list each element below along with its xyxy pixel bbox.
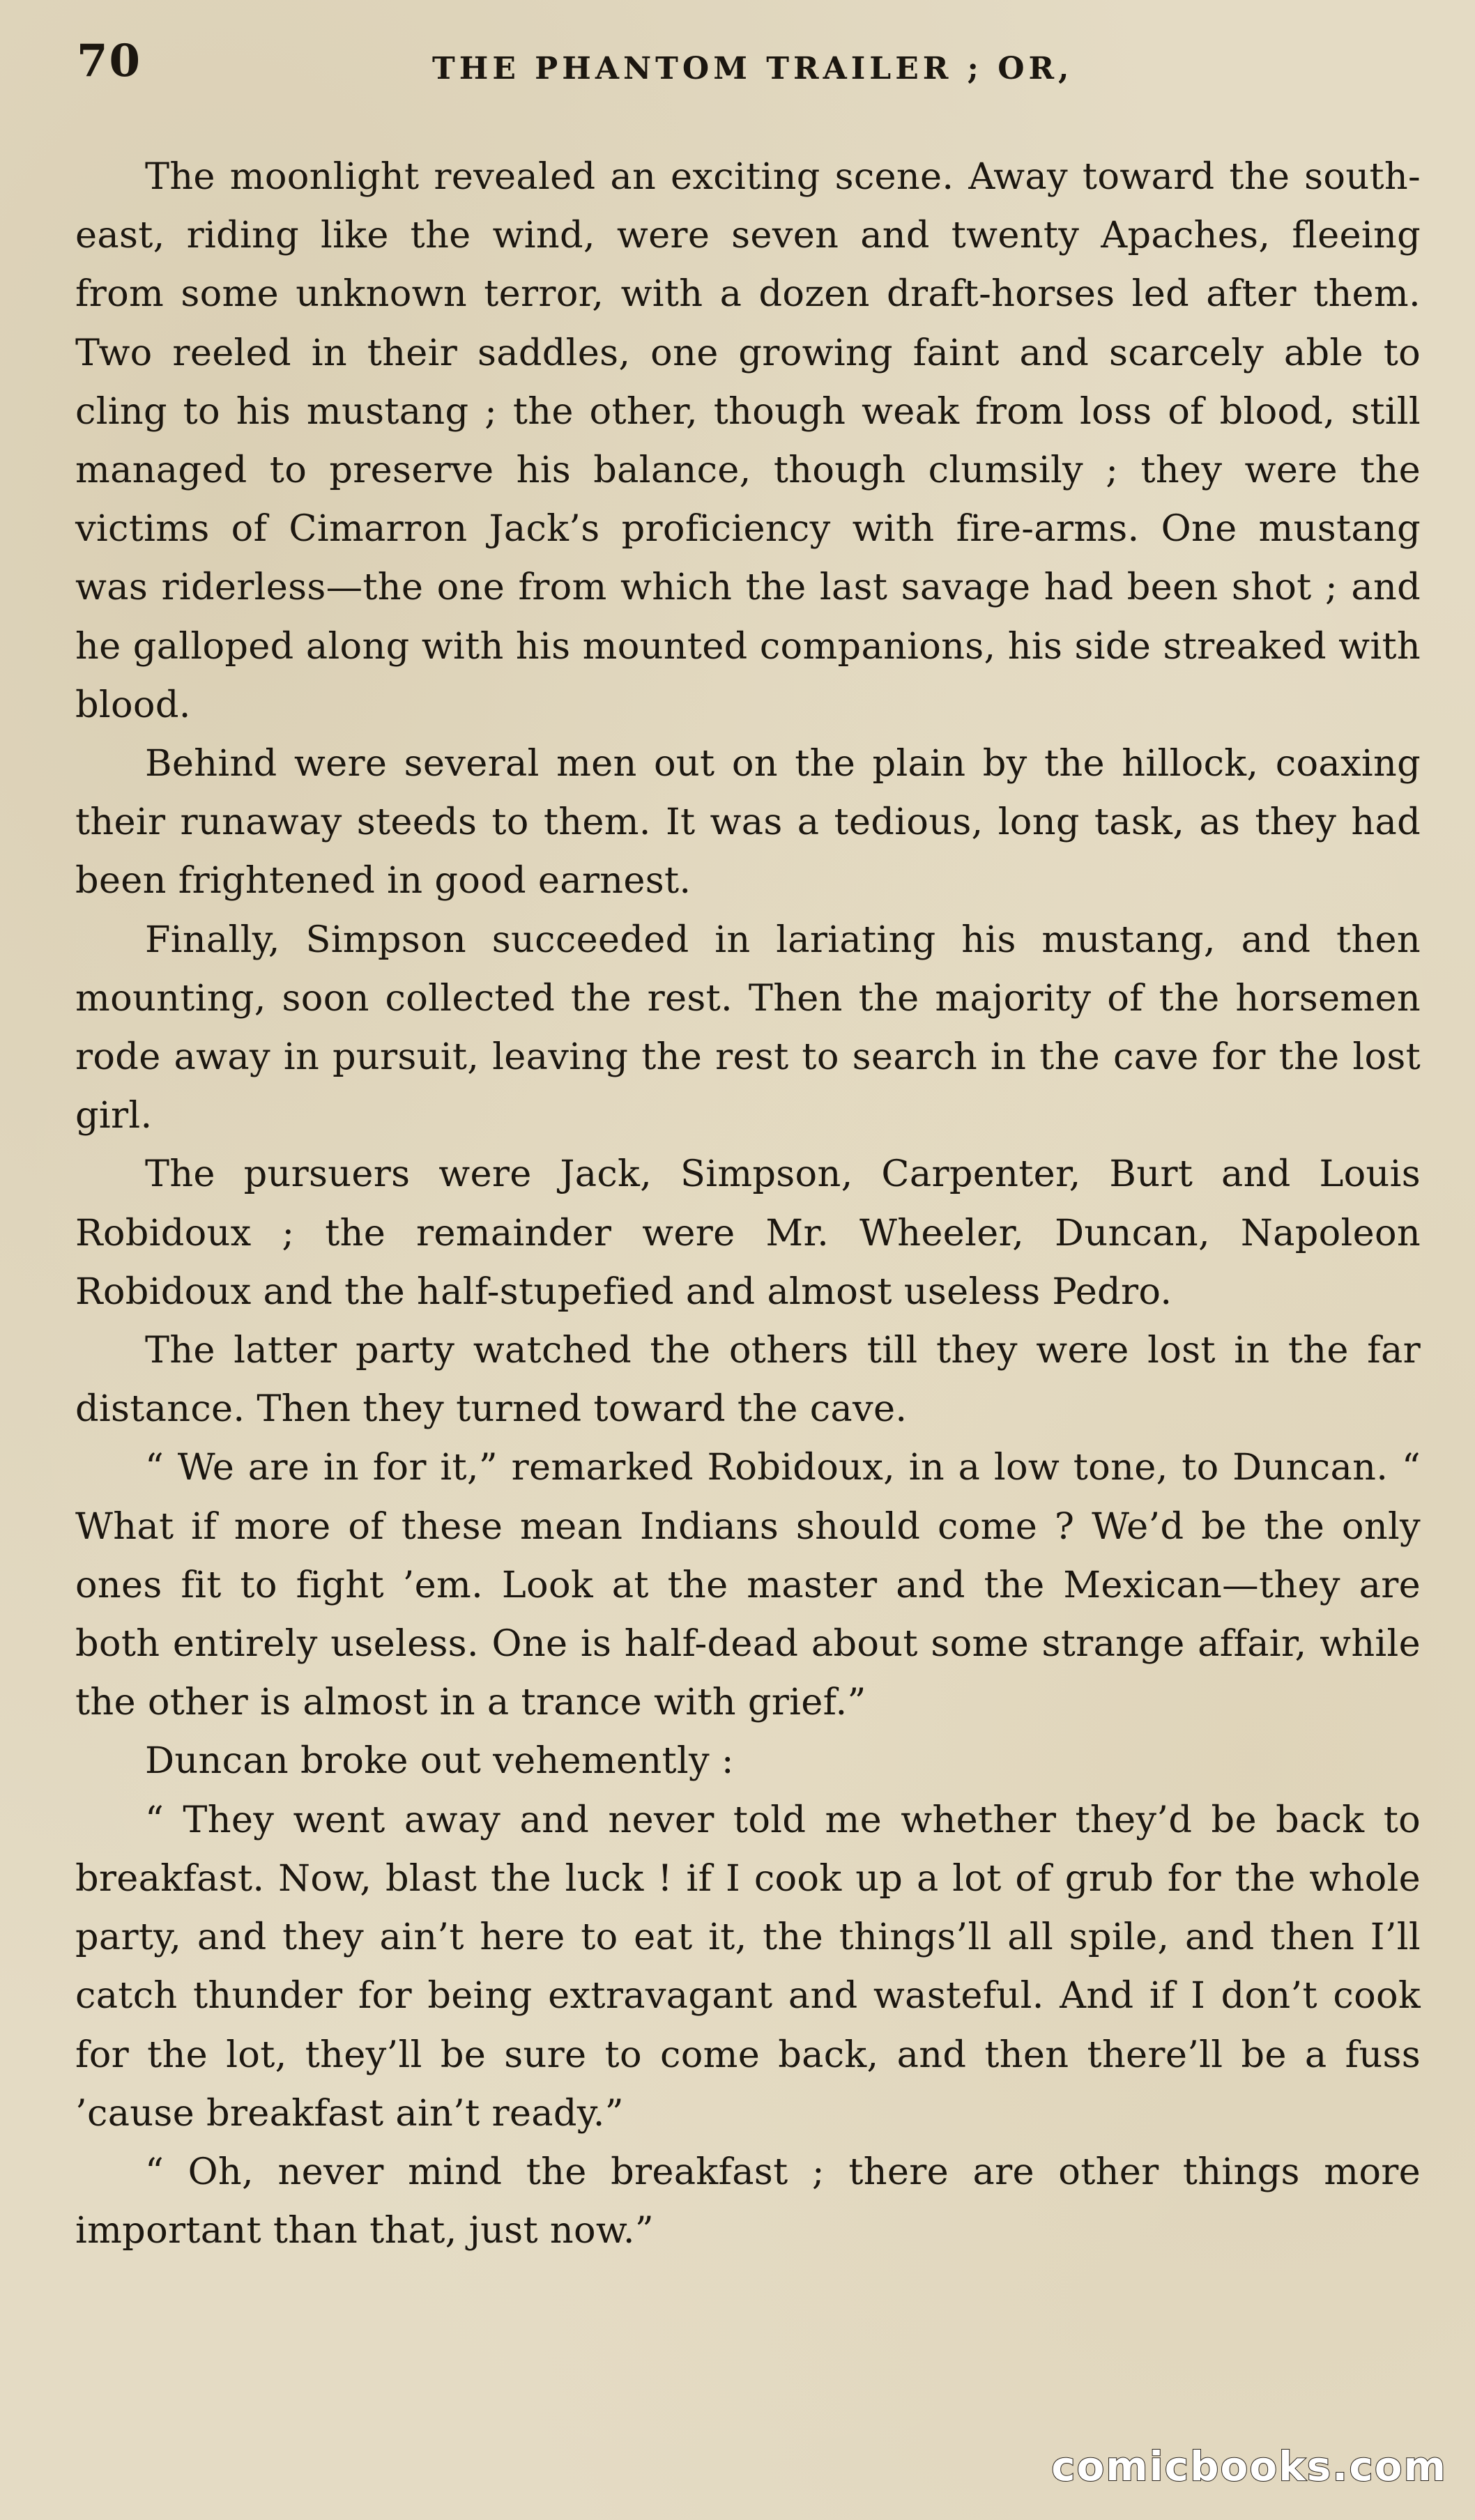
body-text <box>75 148 1421 2260</box>
paragraph: Duncan broke out vehemently : <box>145 1739 734 1783</box>
paragraph: Finally, Simpson succeeded in lariating his mustang, and then mounting, soon collected the rest. Then the majority of the horsemen rode away in pursuit, leaving the rest to search in the cave for the lost girl. <box>75 918 1421 1137</box>
page-number: 70 <box>77 35 142 87</box>
paragraph: The pursuers were Jack, Simpson, Carpenter, Burt and Louis Robidoux ; the remainder were Mr. Wheeler, Duncan, Napoleon Robidoux and the half-stupefied and almost useless Pedro. <box>75 1153 1421 1313</box>
paragraph: “ They went away and never told me whether they’d be back to breakfast. Now, blast the luck ! if I cook up a lot of grub for the whole party, and they ain’t here to eat it, the things’ll all spile, and then I’ll catch thunder for being extravagant and wasteful. And if I don’t cook for the lot, they’ll be sure to come back, and then there’ll be a fuss ’cause breakfast ain’t ready.” <box>75 1798 1421 2135</box>
watermark-text: comicbooks.com <box>1051 2443 1447 2490</box>
paragraph: The latter party watched the others till they were lost in the far distance. Then they turned toward the cave. <box>75 1329 1421 1431</box>
running-title: THE PHANTOM TRAILER ; OR, <box>432 51 1073 86</box>
paragraph: Behind were several men out on the plain by the hillock, coaxing their runaway steeds to them. It was a tedious, long task, as they had been frightened in good earnest. <box>75 742 1421 902</box>
paragraph: “ We are in for it,” remarked Robidoux, in a low tone, to Duncan. “ What if more of these mean Indians should come ? We’d be the only ones fit to fight ’em. Look at the master and the Mexican—they are both entirely useless. One is half-dead about some strange affair, while the other is almost in a trance with grief.” <box>75 1446 1421 1724</box>
paragraph: “ Oh, never mind the breakfast ; there are other things more important than that, just now.” <box>75 2150 1421 2252</box>
paragraph: The moonlight revealed an exciting scene. Away toward the south-east, riding like the wind, were seven and twenty Apaches, fleeing from some unknown terror, with a dozen draft-horses led after them. Two reeled in their saddles, one growing faint and scarcely able to cling to his mustang ; the other, though weak from loss of blood, still managed to preserve his balance, though clumsily ; they were the victims of Cimarron Jack’s proficiency with fire-arms. One mustang was riderless—the one from which the last savage had been shot ; and he galloped along with his mounted companions, his side streaked with blood. <box>75 155 1421 726</box>
